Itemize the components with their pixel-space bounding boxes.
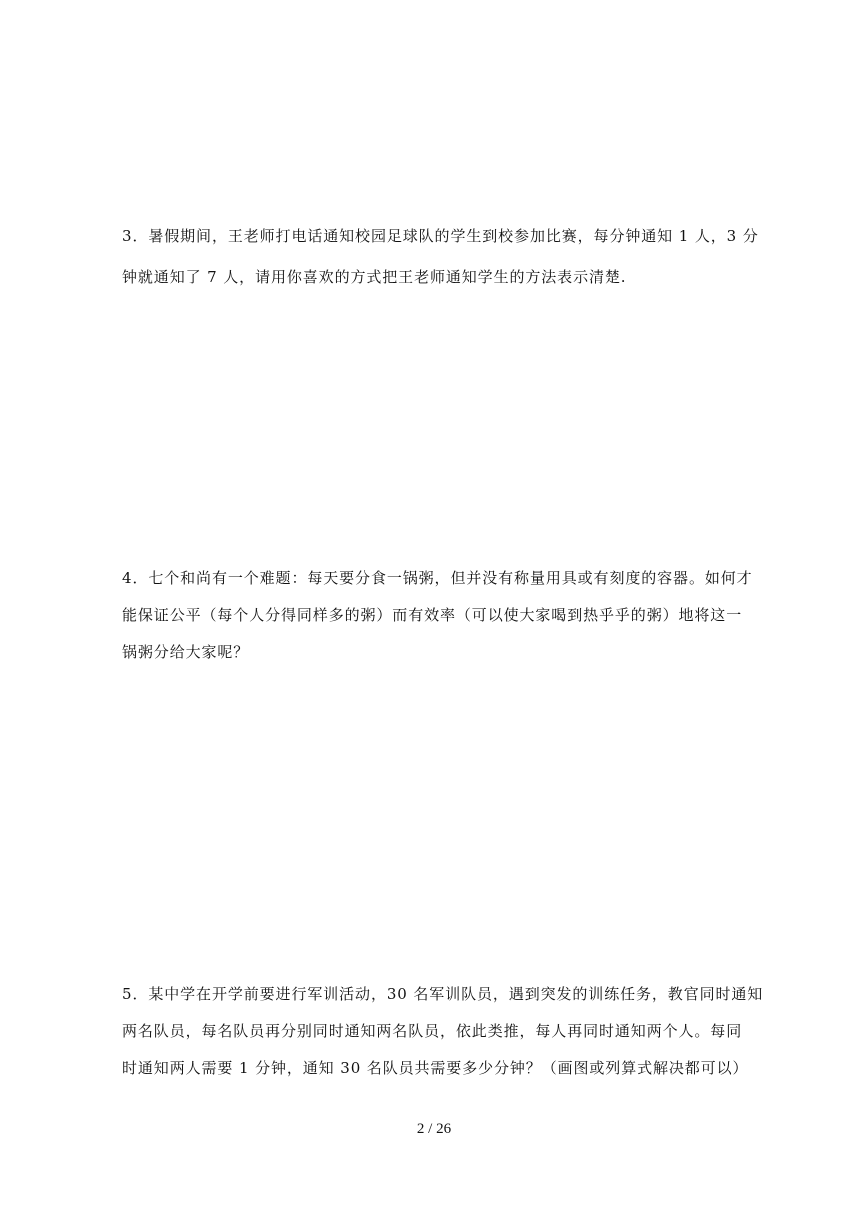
question-4-line-3: 锅粥分给大家呢？	[122, 643, 250, 661]
question-3-line-1: 3．暑假期间，王老师打电话通知校园足球队的学生到校参加比赛，每分钟通知 1 人，3 分	[122, 227, 759, 245]
question-5-line-3: 时通知两人需要 1 分钟，通知 30 名队员共需要多少分钟？（画图或列算式解决都可以）	[122, 1059, 749, 1077]
question-5-line-2: 两名队员，每名队员再分别同时通知两名队员，依此类推，每人再同时通知两个人。每同	[122, 1022, 743, 1040]
question-4-line-1: 4．七个和尚有一个难题：每天要分食一锅粥，但并没有称量用具或有刻度的容器。如何才	[122, 569, 753, 587]
page-number: 2 / 26	[416, 1121, 452, 1137]
question-5-line-1: 5．某中学在开学前要进行军训活动，30 名军训队员，遇到突发的训练任务，教官同时通知	[122, 985, 764, 1003]
question-4-line-2: 能保证公平（每个人分得同样多的粥）而有效率（可以使大家喝到热乎乎的粥）地将这一	[122, 606, 743, 624]
question-3-line-2: 钟就通知了 7 人，请用你喜欢的方式把王老师通知学生的方法表示清楚.	[122, 268, 627, 286]
